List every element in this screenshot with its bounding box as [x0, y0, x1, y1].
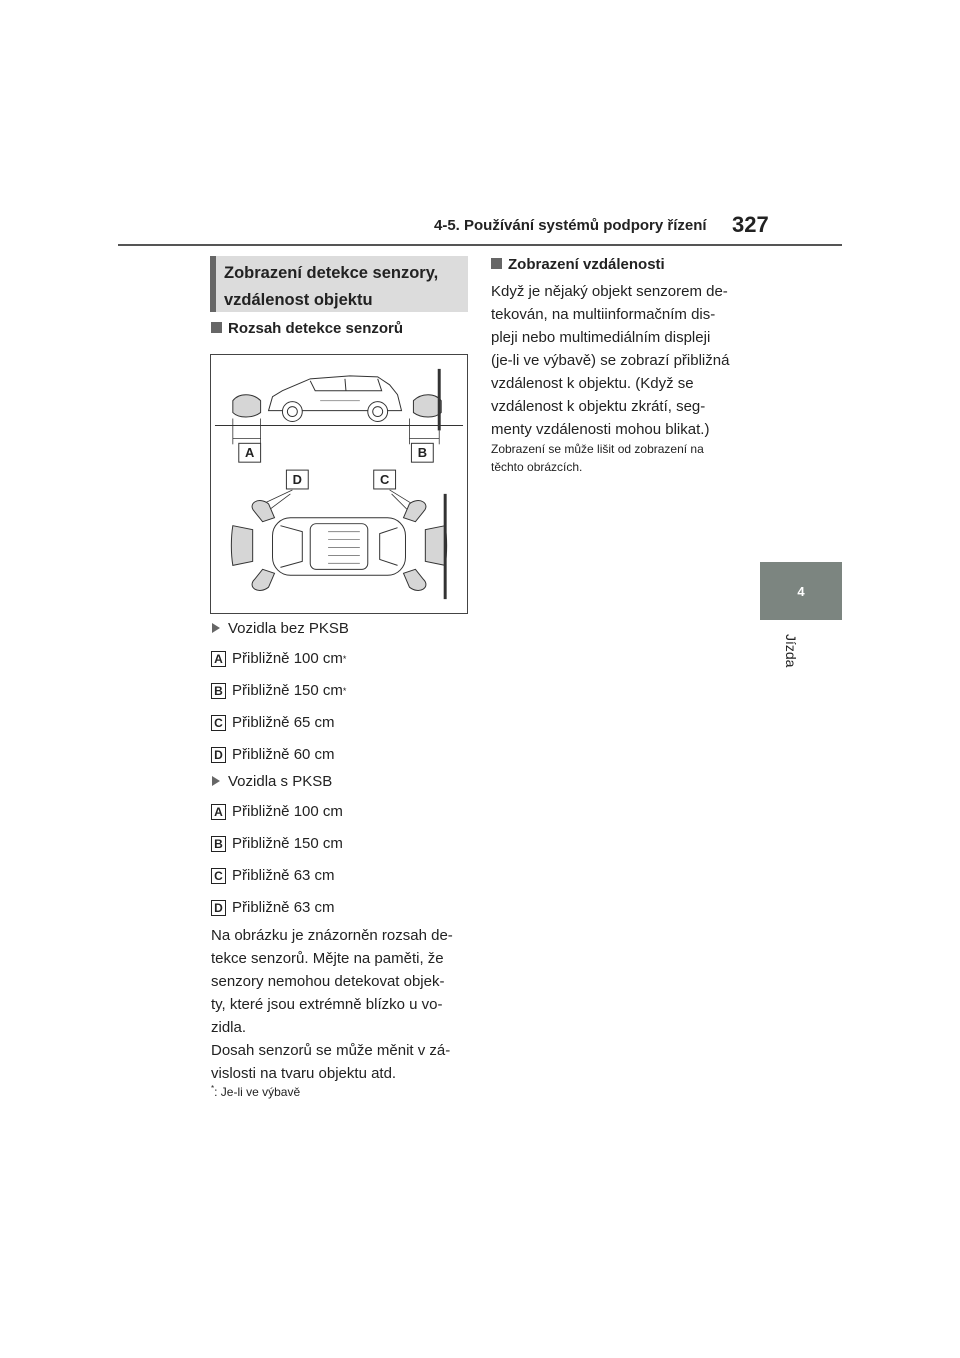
group1-item-c: [211, 714, 335, 731]
letter-box: D: [211, 900, 226, 916]
front-sensor-lobe: [413, 395, 441, 417]
heading-line-2: vzdálenost objektu: [224, 291, 373, 309]
top-rear-right-lobe: [252, 569, 274, 590]
para-line: menty vzdálenosti mohou blikat.): [491, 421, 710, 438]
section-heading: [210, 256, 468, 312]
top-front-left-lobe: [403, 501, 425, 522]
subheading-text: Zobrazení vzdálenosti: [508, 256, 665, 273]
letter-box: C: [211, 715, 226, 731]
footnote-text: : Je-li ve výbavě: [214, 1085, 301, 1099]
heading-line-1: Zobrazení detekce senzory,: [224, 264, 439, 282]
item-text: Přibližně 60 cm: [232, 746, 335, 763]
letter-box: B: [211, 836, 226, 852]
asterisk-mark: *: [342, 653, 347, 664]
group1-title-text: Vozidla bez PKSB: [228, 620, 349, 637]
item-text: Přibližně 100 cm: [232, 803, 343, 820]
sensor-range-paragraph: [211, 1039, 450, 1085]
chapter-number: 4: [797, 583, 805, 599]
note-line: Zobrazení se může lišit od zobrazení na: [491, 442, 704, 456]
top-front-right-lobe: [403, 569, 425, 590]
para-line: tekce senzorů. Mějte na paměti, že: [211, 950, 444, 967]
top-rear-center-lobe: [231, 526, 252, 566]
para-line: zidla.: [211, 1019, 247, 1036]
group2-item-a: [211, 803, 343, 820]
para-line: Na obrázku je znázorněn rozsah de-: [211, 927, 453, 944]
subheading-distance-display: [491, 256, 665, 273]
sensor-range-figure: [210, 354, 468, 614]
group2-item-d: [211, 899, 335, 916]
para-line: ty, které jsou extrémně blízko u vo-: [211, 996, 443, 1013]
figure-label-c: C: [379, 472, 390, 487]
chapter-tab: [760, 562, 842, 620]
car-side-view: [269, 376, 402, 422]
letter-box: C: [211, 868, 226, 884]
group1-title: [212, 620, 349, 637]
para-line: Když je nějaký objekt senzorem de-: [491, 283, 728, 300]
para-line: vzdálenost k objektu zkrátí, seg-: [491, 398, 706, 415]
top-front-center-lobe: [425, 526, 446, 566]
header-divider: [118, 244, 842, 246]
figure-label-b: B: [417, 445, 428, 461]
figure-label-a: A: [245, 445, 255, 461]
para-line: (je-li ve výbavě) se zobrazí přibližná: [491, 352, 730, 369]
group2-title-text: Vozidla s PKSB: [228, 773, 333, 790]
letter-box: A: [211, 651, 226, 667]
group1-item-d: [211, 746, 335, 763]
figure-label-d: D: [292, 472, 302, 487]
group2-item-b: [211, 835, 343, 852]
sensor-range-diagram: [211, 355, 467, 613]
chapter-name: Jízda: [783, 634, 799, 668]
car-top-view: [273, 518, 406, 576]
footnote-mark: *: [211, 1084, 215, 1093]
para-line: pleji nebo multimediálním displeji: [491, 329, 711, 346]
para-line: tekován, na multiinformačním dis-: [491, 306, 716, 323]
item-text: Přibližně 150 cm: [232, 835, 343, 852]
square-bullet-icon: [491, 258, 502, 269]
page-number: 327: [732, 212, 769, 237]
item-text: Přibližně 63 cm: [232, 899, 335, 916]
item-text: Přibližně 100 cm: [232, 650, 343, 667]
group2-item-c: [211, 867, 335, 884]
distance-display-paragraph: [491, 280, 729, 441]
subheading-text: Rozsah detekce senzorů: [228, 320, 404, 337]
item-text: Přibližně 150 cm: [232, 682, 343, 699]
subheading-detection-range: [211, 320, 403, 337]
top-rear-left-lobe: [252, 501, 274, 522]
para-line: vislosti na tvaru objektu atd.: [211, 1065, 397, 1082]
para-line: senzory nemohou detekovat objek-: [211, 973, 445, 990]
para-line: vzdálenost k objektu. (Když se: [491, 375, 694, 392]
item-text: Přibližně 65 cm: [232, 714, 335, 731]
footnote: [211, 1084, 300, 1099]
group1-item-a: [211, 650, 346, 667]
note-line: těchto obrázcích.: [491, 460, 583, 474]
letter-box: D: [211, 747, 226, 763]
letter-box: B: [211, 683, 226, 699]
group1-item-b: [211, 682, 346, 699]
asterisk-mark: *: [342, 685, 347, 696]
letter-box: A: [211, 804, 226, 820]
display-note: [491, 440, 756, 476]
triangle-bullet-icon: [212, 623, 220, 633]
section-title: 4-5. Používání systémů podpory řízení: [434, 217, 707, 234]
detection-range-paragraph: [211, 924, 453, 1039]
square-bullet-icon: [211, 322, 222, 333]
group2-title: [212, 773, 332, 790]
rear-sensor-lobe: [233, 395, 261, 417]
item-text: Přibližně 63 cm: [232, 867, 335, 884]
para-line: Dosah senzorů se může měnit v zá-: [211, 1042, 451, 1059]
triangle-bullet-icon: [212, 776, 220, 786]
